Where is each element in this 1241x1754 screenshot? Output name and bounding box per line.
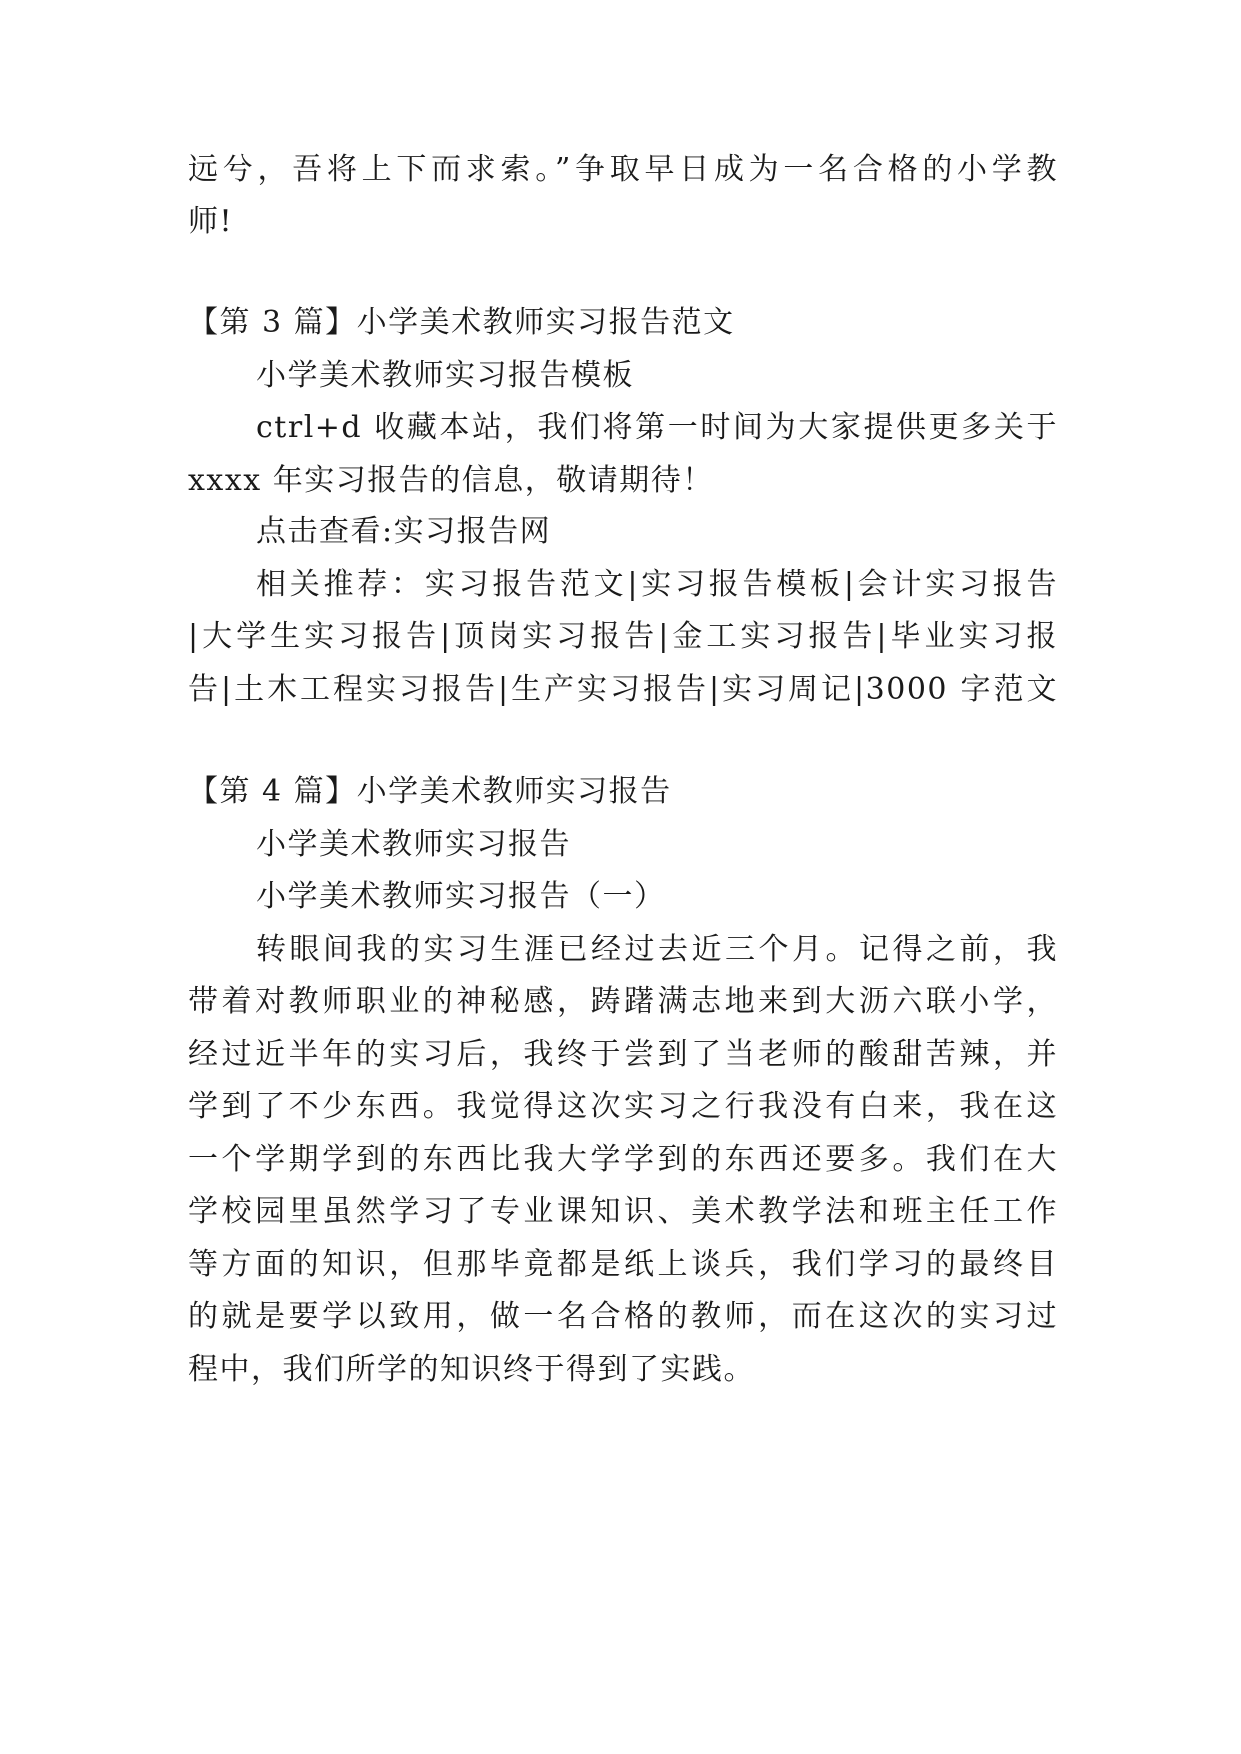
paragraph-line: 程中，我们所学的知识终于得到了实践。	[188, 1352, 755, 1387]
paragraph-line: 经过近半年的实习后，我终于尝到了当老师的酸甜苦辣，并	[188, 1037, 1058, 1072]
related-links-line[interactable]: 告|土木工程实习报告|生产实习报告|实习周记|3000 字范文	[188, 672, 1058, 707]
paragraph-line: 等方面的知识，但那毕竟都是纸上谈兵，我们学习的最终目	[188, 1247, 1058, 1282]
article-subtitle: 小学美术教师实习报告	[256, 827, 571, 862]
body-text-line: 师!	[188, 204, 234, 239]
body-text-line: 远兮，吾将上下而求索。”争取早日成为一名合格的小学教	[188, 152, 1058, 187]
related-links-line[interactable]: |大学生实习报告|顶岗实习报告|金工实习报告|毕业实习报	[188, 619, 1058, 654]
paragraph-line: 学校园里虽然学习了专业课知识、美术教学法和班主任工作	[188, 1194, 1058, 1229]
section-title: 小学美术教师实习报告（一）	[256, 879, 666, 914]
paragraph-line: 一个学期学到的东西比我大学学到的东西还要多。我们在大	[188, 1142, 1058, 1177]
related-links-line[interactable]: 相关推荐：实习报告范文|实习报告模板|会计实习报告	[256, 567, 1058, 602]
view-link[interactable]: 点击查看:实习报告网	[256, 514, 552, 549]
body-text-line: ctrl+d 收藏本站，我们将第一时间为大家提供更多关于	[256, 410, 1058, 445]
body-text-line: xxxx 年实习报告的信息，敬请期待！	[188, 463, 714, 498]
paragraph-line: 转眼间我的实习生涯已经过去近三个月。记得之前，我	[256, 932, 1058, 967]
paragraph-line: 学到了不少东西。我觉得这次实习之行我没有白来，我在这	[188, 1089, 1058, 1124]
article-subtitle: 小学美术教师实习报告模板	[256, 358, 634, 393]
paragraph-line: 的就是要学以致用，做一名合格的教师，而在这次的实习过	[188, 1299, 1058, 1334]
paragraph-line: 带着对教师职业的神秘感，踌躇满志地来到大沥六联小学，	[188, 984, 1058, 1019]
article-heading: 【第 3 篇】小学美术教师实习报告范文	[188, 305, 735, 340]
article-heading: 【第 4 篇】小学美术教师实习报告	[188, 774, 672, 809]
